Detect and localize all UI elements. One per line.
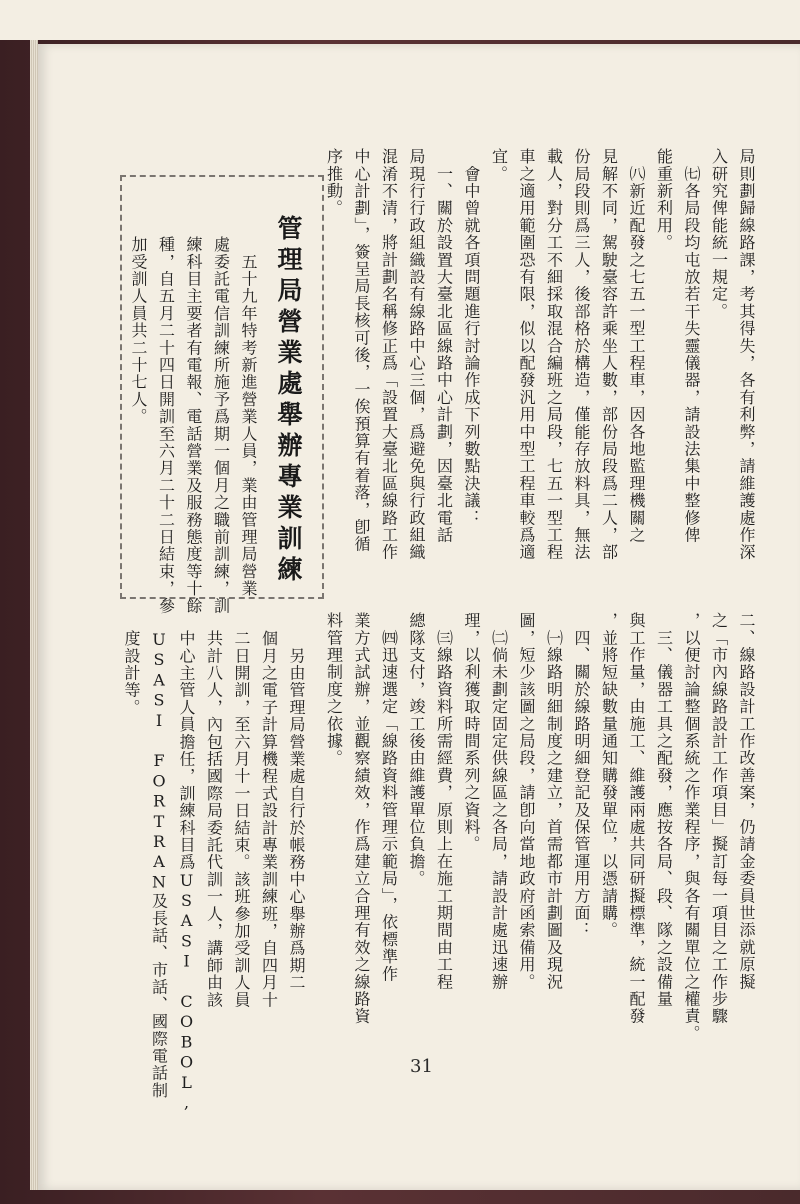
page-edges [30,40,38,1190]
article-column-upper: 局則劃歸線路課，考其得失，各有利弊，請維護處作深 入研究俾能統一規定。 ㈦各局段均屯放若干失靈儀器，請設法集中整修俾 能重新利用。 ㈧新近配發之七五一型工程車，因各地監理機關之 見解不同，駕駛臺容許乘坐人數，部份局段爲二人，部 份局段則爲三人，後部格於構造，僅能存放料具，無法 載人，對分工不細採取混合編班之局段，七五一型工程 車之適用範圍恐有限，似以配發汎用中型工程車較爲適 宜。 會中曾就各項問題進行討論作成下列數點決議： 一、關於設置大臺北區線路中心計劃，因臺北電話 局現行行政組織設有線路中心三個，爲避免與行政組織 混淆不清，將計劃名稱修正爲「設置大臺北區線路工作 中心計劃」，簽呈局長核可後，一俟預算有着落，卽循 序推動。 [324,148,756,561]
news-box-title: 管理局營業處舉辦專業訓練 [274,215,303,587]
article-column-left-lower: 另由管理局營業處自行於帳務中心舉辦爲期二 個月之電子計算機程式設計專業訓練班，自四月十 二日開訓，至六月十一日結束。該班參加受訓人員 共計八人，內包括國際局委託代訓一人，講師由該 中心主管人員擔任，訓練科目爲USASI USASI FORTRAN及長話、市話、國際電話制 度設計等。 [122,630,306,1099]
article-column-lower: 二、線路設計工作改善案，仍請金委員世添就原擬 之「市內線路設計工作項目」擬訂每一項目之工作步驟 ，以便討論整個系統之作業程序，與各有關單位之權責。 三、儀器工具之配發，應按各局、段、隊之設備量 與工作量，由施工、維護兩處共同研擬標準，統一配發 ，並將短缺數量通知購發單位，以憑請購。 四、關於線路明細登記及保管運用方面： ㈠線路明細制度之建立，首需都市計劃圖及現況 圖，短少該圖之局段，請卽向當地政府函索備用。 ㈡倘未劃定固定供線區之各局，請設計處迅速辦 理，以利獲取時間系列之資料。 ㈢線路資料所需經費，原則上在施工期間由工程 總隊支付，竣工後由維護單位負擔。 ㈣迅速選定「線路資料管理示範局」，依標準作 業方式試辦，並觀察績效，作爲建立合理有效之線路資 料管理制度之依據。 [324,612,756,1042]
page-number: 31 [410,1056,433,1077]
news-box-body: 五十九年特考新進營業人員，業由管理局營業 處委託電信訓練所施予爲期一個月之職前訓練，訓 練科目主要者有電報、電話營業及服務態度等十餘 種，自五月二十四日開訓至六月二十二日結束，參 加受訓人員共二十七人。 [129,236,258,615]
scan-background [0,0,800,40]
